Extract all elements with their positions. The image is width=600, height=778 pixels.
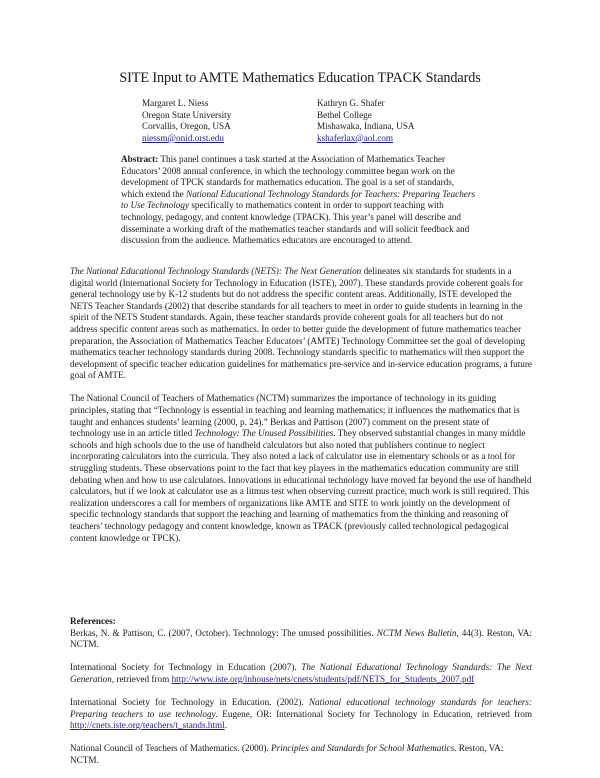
reference-item (70, 662, 532, 685)
reference-item (70, 743, 532, 766)
author-name: Margaret L. Niess (142, 98, 209, 108)
author-location: Corvallis, Oregon, USA (142, 121, 231, 132)
reference-text: . (224, 720, 228, 731)
reference-text: , retrieved from (111, 673, 172, 684)
reference-italic: NCTM News Bulletin (376, 627, 457, 638)
paragraph-text: delineates six standards for students in a digital world (International Society for Technology in Education (ISTE), 2007). These standards provide coherent goals for general technology use by K-12 students but do not address the specific content areas. Additionally, ISTE developed the NETS Teacher Standards (2002) that describe standards for all teachers to meet in order to guide students in learning in the spirit of the NETS Student standards. Again, these teacher standards provide coherent goals for all teachers but do not address specific content areas such as mathematics. In order to better guide the development of future mathematics teacher preparation, the Association of Mathematics Teacher Educators’ (AMTE) Technology Committee set the goal of developing mathematics teacher technology standards during 2008. Technology standards specific to mathematics will then support the development of specific teacher education guidelines for mathematics pre-service and in-service education programs, a future goal of AMTE. (70, 266, 532, 381)
author-niess (142, 98, 312, 144)
abstract-text: specifically to mathematics content in order to support teaching with technology, pedagogy, and content knowledge (TPACK). This year’s panel will describe and disseminate a working draft of the mathematics teacher standards and will solicit feedback and discussion from the audience. Mathematics educators are encouraged to attend. (121, 200, 470, 246)
body-text (70, 266, 532, 556)
reference-link[interactable]: http://cnets.iste.org/teachers/t_stands.html (70, 720, 225, 731)
paragraph-text: The National Council of Teachers of Mathematics (NCTM) summarizes the importance of technology in its guiding principles, stating that “Technology is essential in teaching and learning mathematics; it influences the mathematics that is taught and enhances students’ learning (2000, p. 24).” Berkas and Pattison (2007) comment on the present state of technology use in an article titled (70, 393, 520, 439)
reference-text: Berkas, N. & Pattison, C. (2007, October). Technology: The unused possibilities. (70, 627, 377, 638)
author-email-link[interactable]: kshaferlax@aol.com (317, 132, 394, 143)
paper-title: SITE Input to AMTE Mathematics Education TPACK Standards (119, 70, 481, 86)
author-email-link[interactable]: niessm@onid.orst.edu (142, 132, 224, 143)
paragraph-nctm (70, 393, 532, 544)
reference-italic: The National Educational Technology Standards: The Next Generation (70, 662, 532, 684)
reference-text: . Reston, VA: NCTM. (70, 743, 504, 765)
article-title: Technology: The Unused Possibilities (194, 428, 334, 439)
reference-text: International Society for Technology in Education. (2002). (70, 696, 309, 707)
reference-link[interactable]: http://www.iste.org/inhouse/nets/cnets/students/pdf/NETS_for_Students_2007.pdf (171, 673, 475, 684)
author-shafer (317, 98, 487, 144)
reference-text: . Eugene, OR: International Society for Technology in Education, retrieved from (215, 708, 532, 719)
references-section (70, 616, 532, 778)
references-heading: References: (70, 616, 116, 626)
abstract-label: Abstract: (121, 154, 159, 164)
abstract-text: This panel continues a task started at the Association of Mathematics Teacher Educators’ 2008 annual conference, in which the technology committee began work on the development of TPCK standards for mathematics education. The goal is a set of standards, which extend the (121, 154, 455, 199)
reference-italic: National educational technology standards for teachers: Preparing teachers to use technology (70, 696, 533, 719)
author-name: Kathryn G. Shafer (317, 98, 385, 108)
abstract (121, 154, 477, 247)
reference-item (70, 628, 532, 651)
reference-italic: Principles and Standards for School Mathematics (271, 743, 455, 754)
paragraph-nets (70, 266, 532, 382)
reference-item (70, 697, 532, 732)
author-affiliation: Oregon State University (142, 109, 232, 120)
author-affiliation: Bethel College (317, 109, 372, 120)
author-location: Mishawaka, Indiana, USA (317, 121, 415, 132)
abstract-italic-title: National Educational Technology Standards for Teachers: Preparing Teachers to Use Technology (121, 188, 476, 211)
paragraph-text: . They observed substantial changes in many middle schools and high schools due to the use of handheld calculators but also noted that publishers continue to neglect incorporating calculators into the curricula. They also noted a lack of calculator use in elementary schools or as a tool for struggling students. These observations point to the fact that key players in the mathematics education community are still debating when and how to use calculators. Innovations in educational technology have moved far beyond the use of handheld calculators, but if we look at calculator use as a litmus test when observing current practice, much work is still required. This realization underscores a call for members of organizations like AMTE and SITE to work jointly on the development of specific technology standards that support the teaching and learning of mathematics from the thinking and reasoning of teachers’ technology pedagogy and content knowledge, known as TPACK (previously called technological pedagogical content knowledge or TPCK). (70, 428, 532, 543)
nets-title: The National Educational Technology Standards (NETS): The Next Generation (70, 266, 362, 276)
reference-text: International Society for Technology in Education (2007). (70, 662, 302, 673)
reference-text: National Council of Teachers of Mathematics. (2000). (70, 743, 271, 754)
reference-text: , 44(3). Reston, VA: NCTM. (70, 627, 532, 650)
